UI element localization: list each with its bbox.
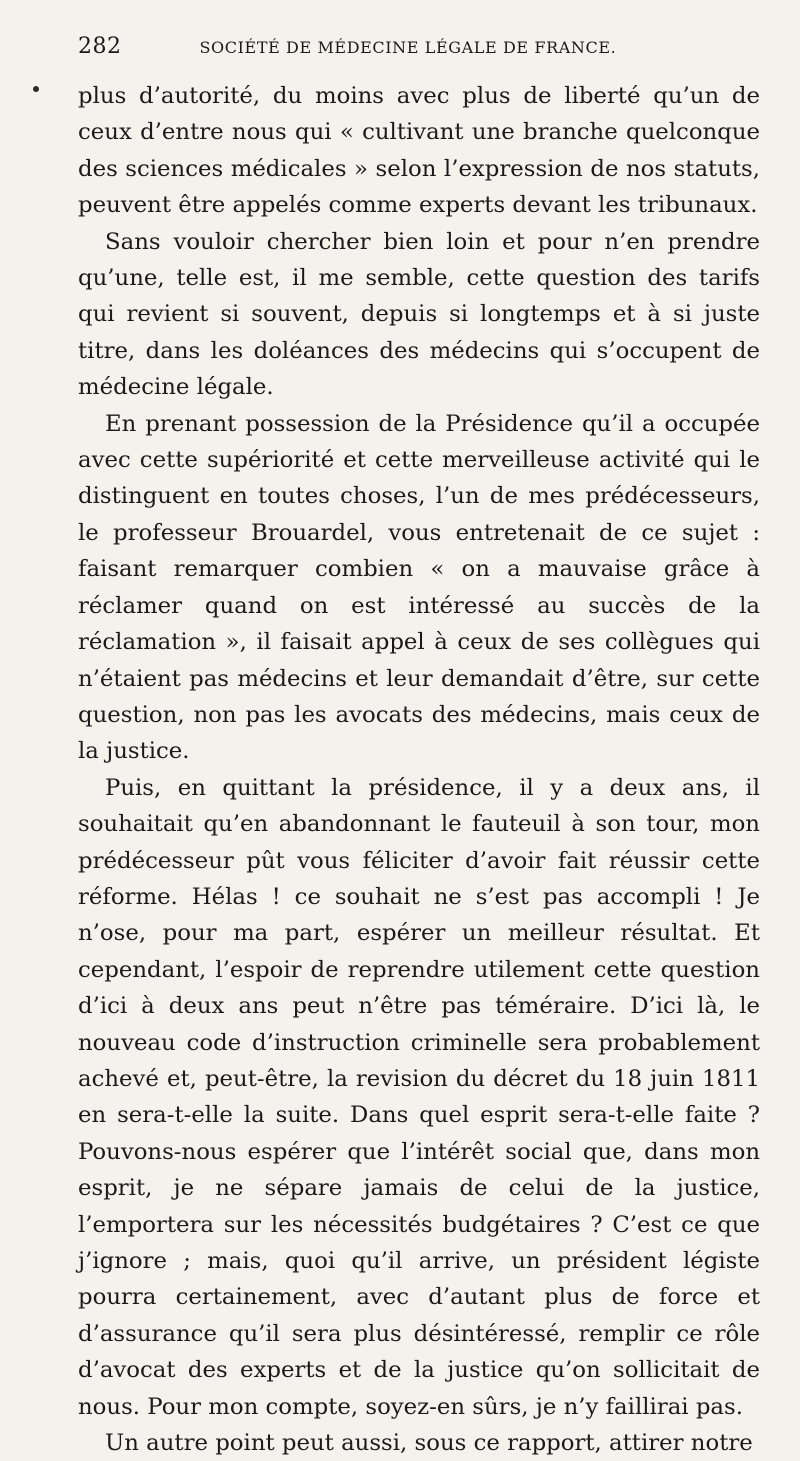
paragraph: Sans vouloir chercher bien loin et pour n’en prendre qu’une, telle est, il me semble, cette question des tarifs qui revient si souvent, depuis si longtemps et à si juste titre, dans les doléances des médecins qui s’occupent de médecine légale. <box>78 228 760 401</box>
paragraph: En prenant possession de la Présidence qu’il a occupée avec cette supériorité et cette merveilleuse activité qui le distinguent en toutes choses, l’un de mes prédécesseurs, le professeur Brouardel, vous entretenait de ce sujet : faisant remarquer combien « on a mauvaise grâce à réclamer quand on est intéressé au succès de la réclamation », il faisait appel à ceux de ses collègues qui n’étaient pas médecins et leur demandait d’être, sur cette question, non pas les avocats des médecins, mais ceux de la justice. <box>78 410 760 765</box>
page-number: 282 <box>78 34 122 59</box>
margin-dot <box>33 86 39 92</box>
paragraph: Puis, en quittant la présidence, il y a deux ans, il souhaitait qu’en abandonnant le fauteuil à son tour, mon prédécesseur pût vous féliciter d’avoir fait réussir cette réforme. Hélas ! ce souhait ne s’est pas accompli ! Je n’ose, pour ma part, espérer un meilleur résultat. Et cependant, l’espoir de reprendre utilement cette question d’ici à deux ans peut n’être pas téméraire. D’ici là, le nouveau code d’instruction criminelle sera probablement achevé et, peut-être, la revision du décret du 18 juin 1811 en sera-t-elle la suite. Dans quel esprit sera-t-elle faite ? Pouvons-nous espérer que l’intérêt social que, dans mon esprit, je ne sépare jamais de celui de la justice, l’emportera sur les nécessités budgétaires ? C’est ce que j’ignore ; mais, quoi qu’il arrive, un président légiste pourra certainement, avec d’autant plus de force et d’assurance qu’il sera plus désintéressé, remplir ce rôle d’avocat des experts et de la justice qu’on sollicitait de nous. Pour mon compte, soyez-en sûrs, je n’y faillirai pas. <box>78 774 760 1420</box>
paragraph-continues: Un autre point peut aussi, sous ce rapport, attirer notre <box>105 1430 753 1457</box>
body-text <box>78 78 760 1461</box>
paragraph-continued: plus d’autorité, du moins avec plus de liberté qu’un de ceux d’entre nous qui « cultivant une branche quelconque des sciences médicales » selon l’expression de nos statuts, peuvent être appelés comme experts devant les tribunaux. <box>78 83 760 219</box>
running-head: SOCIÉTÉ DE MÉDECINE LÉGALE DE FRANCE. <box>199 38 617 57</box>
page-header <box>78 34 760 78</box>
